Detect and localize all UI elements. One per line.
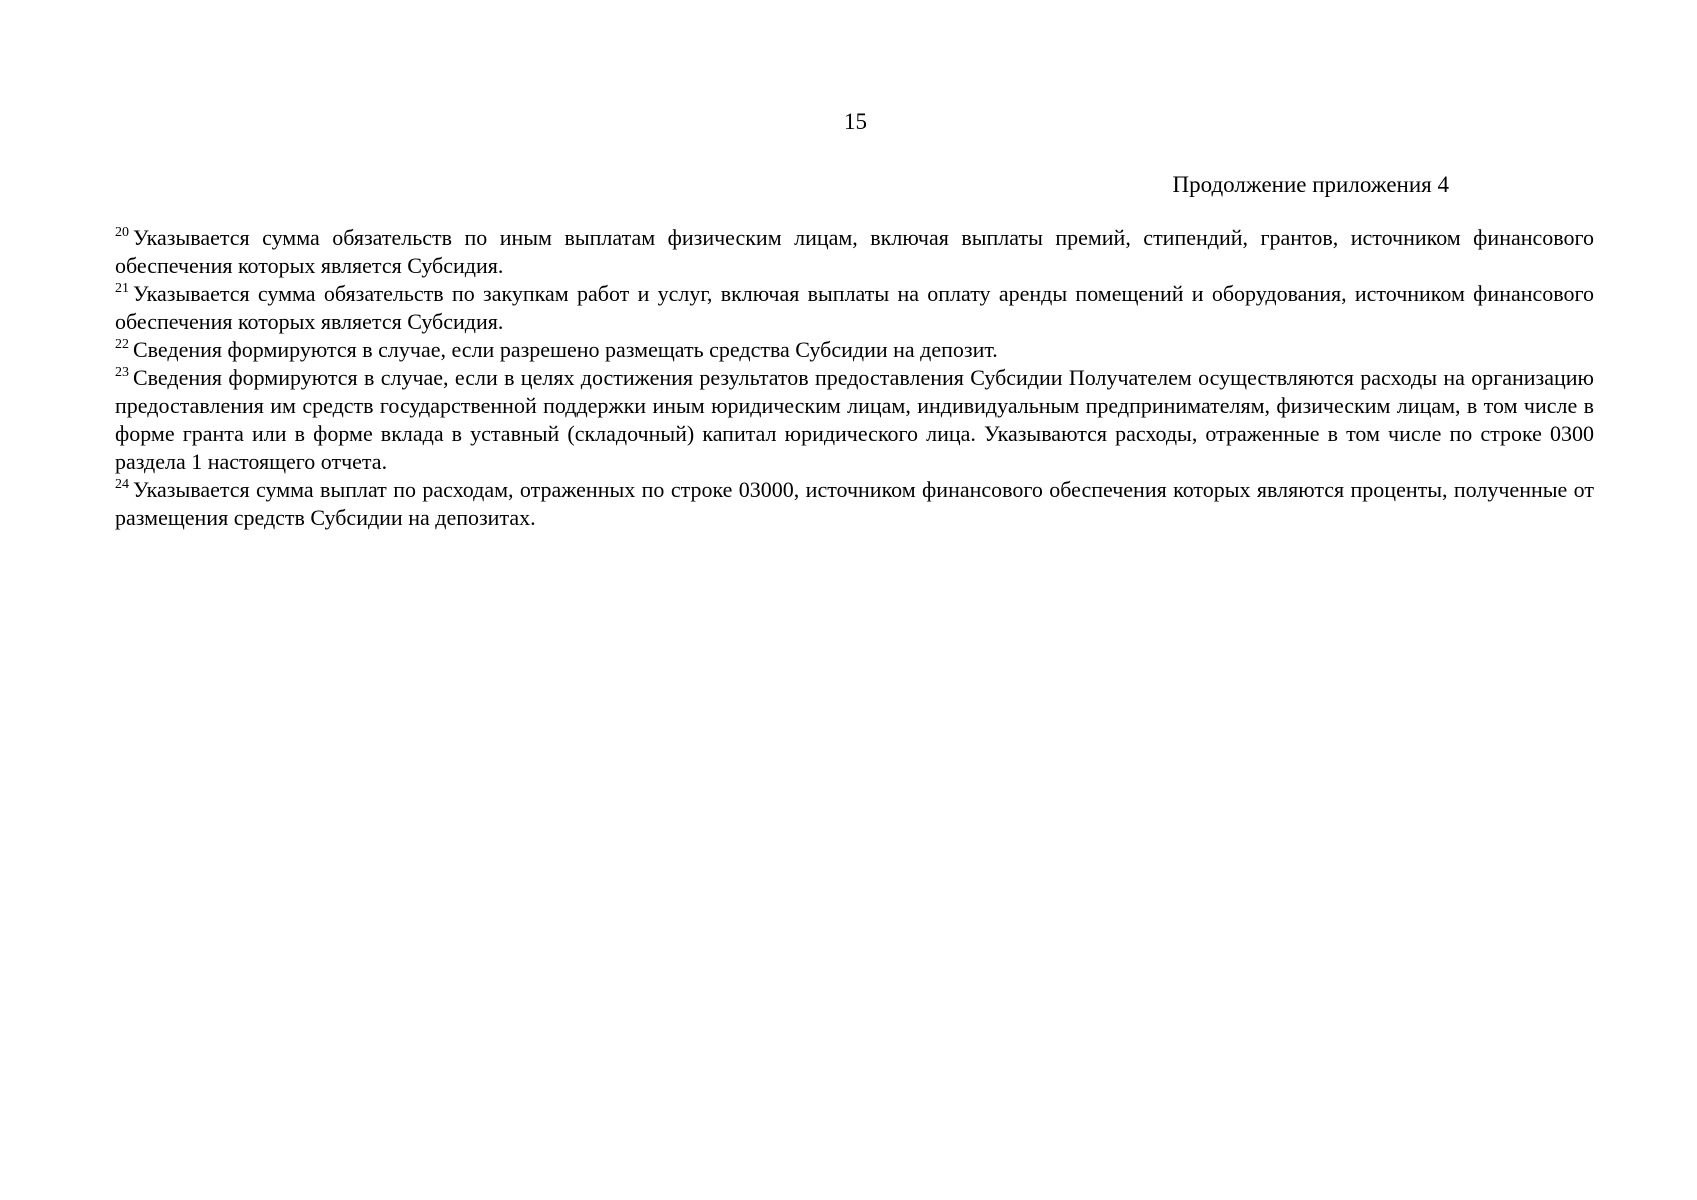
footnote-mark: 24 — [115, 476, 129, 492]
footnote-mark: 23 — [115, 364, 129, 380]
footnote-mark: 21 — [115, 280, 129, 296]
appendix-continuation-label: Продолжение приложения 4 — [1172, 172, 1449, 197]
footnote-24 — [115, 476, 1594, 532]
footnote-text: Указывается сумма обязательств по иным выплатам физическим лицам, включая выплаты премий, стипендий, грантов, источником финансового обеспечения которых является Субсидия. — [115, 225, 1594, 278]
footnote-mark: 22 — [115, 336, 129, 352]
footnote-text: Указывается сумма обязательств по закупкам работ и услуг, включая выплаты на оплату аренды помещений и оборудования, источником финансового обеспечения которых является Субсидия. — [115, 281, 1594, 334]
footnotes-block — [115, 224, 1594, 532]
footnote-21 — [115, 280, 1594, 336]
footnote-22 — [115, 336, 1594, 364]
footnote-text: Сведения формируются в случае, если разрешено размещать средства Субсидии на депозит. — [133, 337, 998, 362]
footnote-mark: 20 — [115, 224, 129, 240]
footnote-20 — [115, 224, 1594, 280]
footnote-text: Сведения формируются в случае, если в целях достижения результатов предоставления Субсидии Получателем осуществляются расходы на организацию предоставления им средств государственной поддержки иным юридическим лицам, индивидуальным предпринимателям, физическим лицам, в том числе в форме гранта или в форме вклада в уставный (складочный) капитал юридического лица. Указываются расходы, отраженные в том числе по строке 0300 раздела 1 настоящего отчета. — [115, 365, 1594, 474]
page-number: 15 — [844, 109, 867, 134]
footnote-text: Указывается сумма выплат по расходам, отраженных по строке 03000, источником финансового обеспечения которых являются проценты, полученные от размещения средств Субсидии на депозитах. — [115, 477, 1594, 530]
footnote-23 — [115, 364, 1594, 476]
